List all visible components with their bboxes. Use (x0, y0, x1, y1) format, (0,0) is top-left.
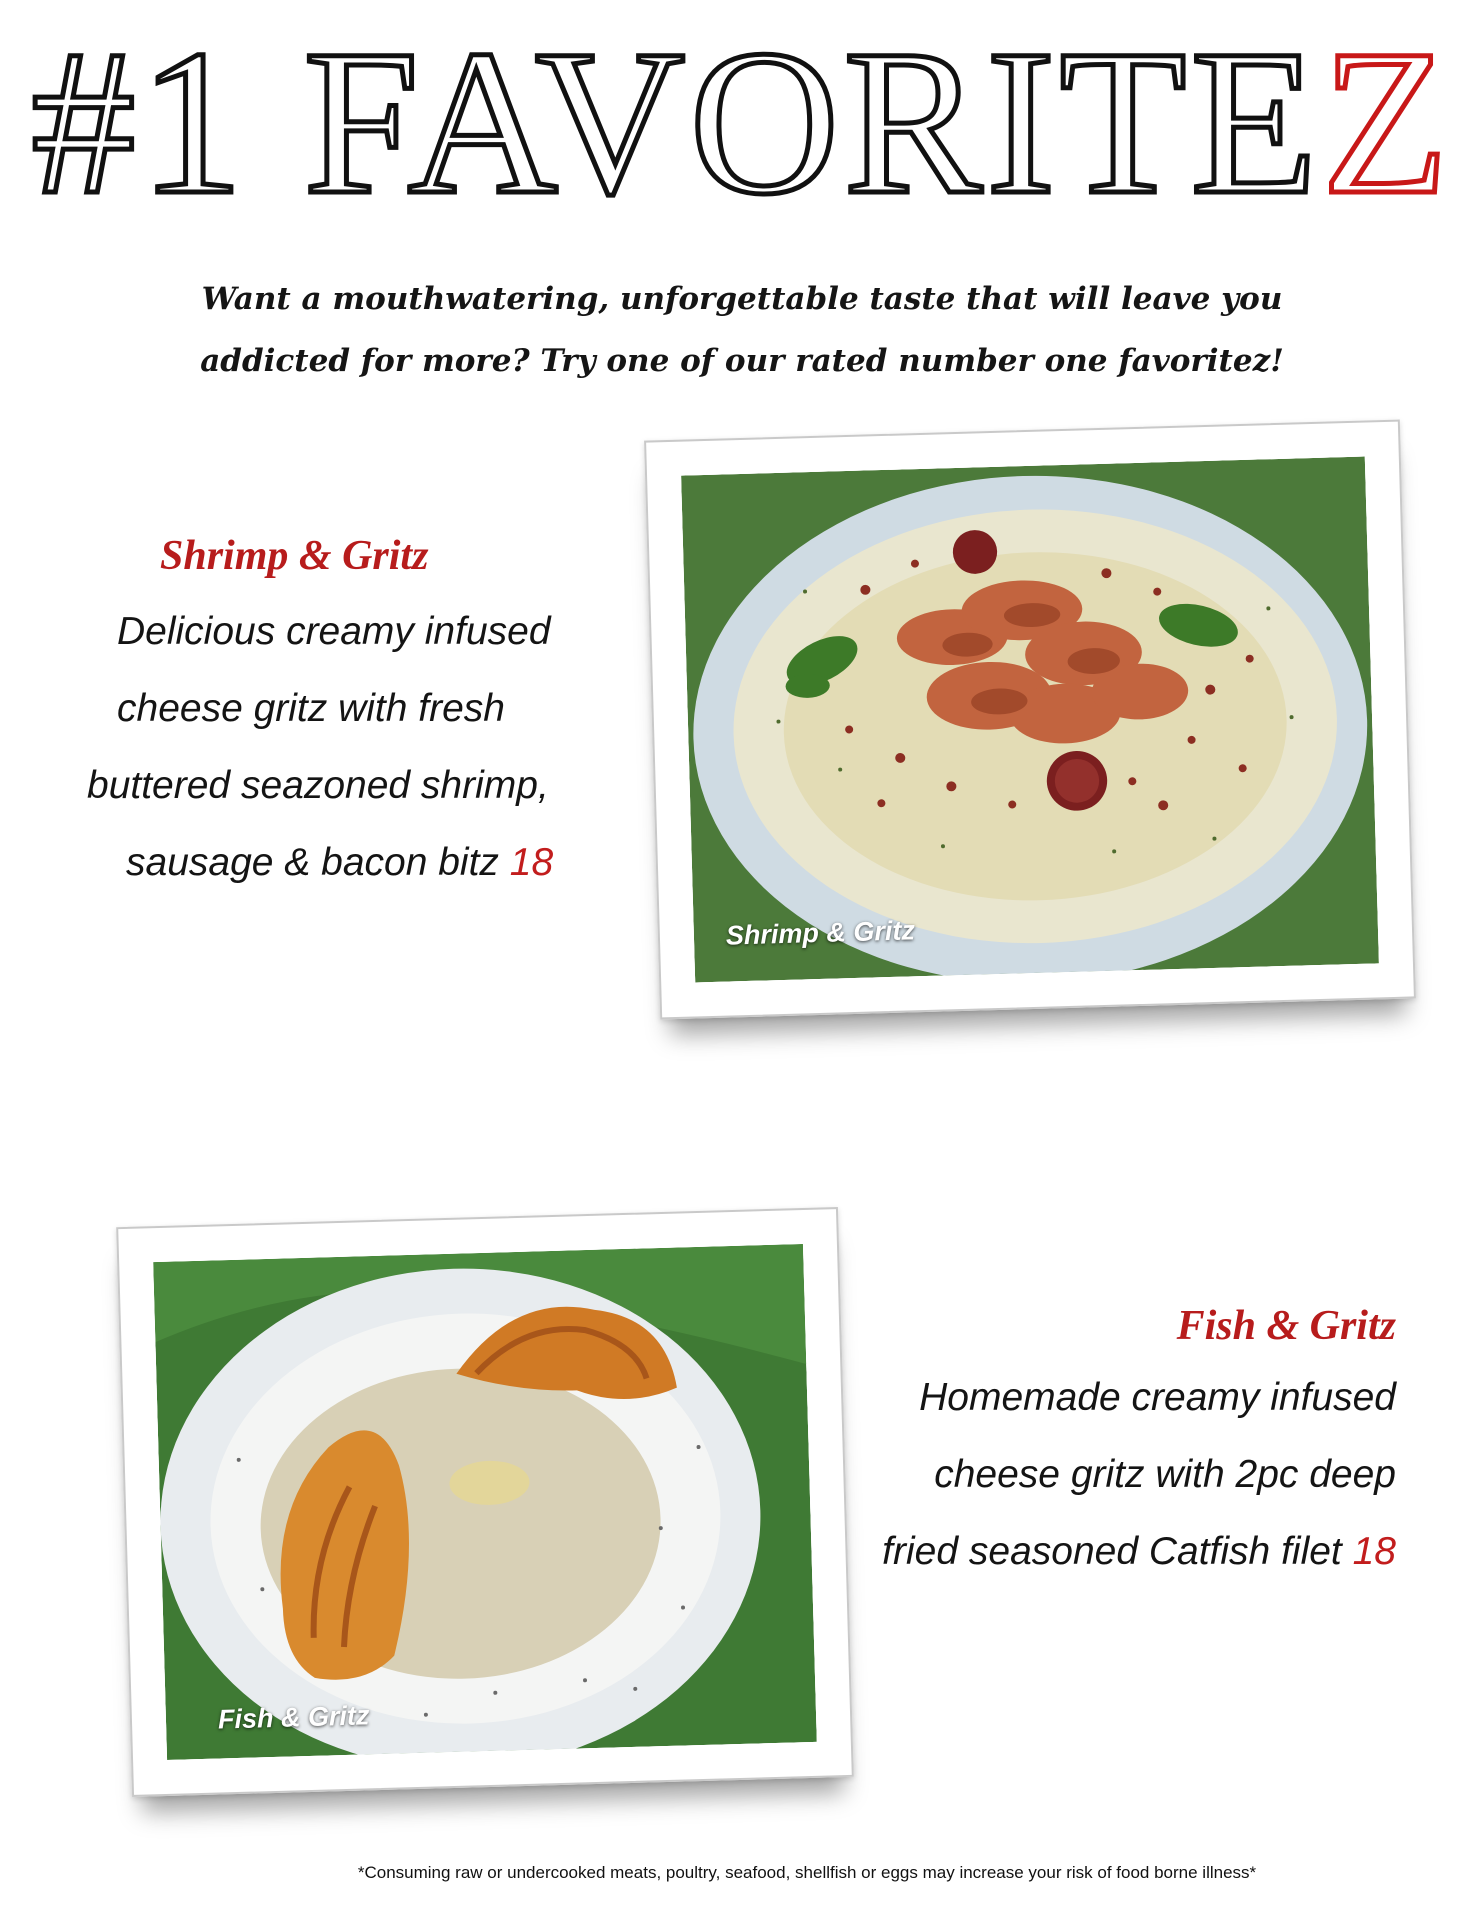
photo-shrimp-gritz (681, 457, 1379, 983)
photo-fish-gritz (153, 1244, 817, 1760)
dish-desc-line: buttered seazoned shrimp, (87, 764, 549, 807)
dish-title-fish-gritz: Fish & Gritz (1176, 1303, 1396, 1349)
dish-desc-line: Delicious creamy infused (117, 610, 551, 653)
photo-caption-fish-gritz: Fish & Gritz (217, 1700, 370, 1735)
page-title (0, 7, 1484, 237)
photo-frame-fish-gritz (116, 1207, 854, 1797)
page-title-main: #1 FAVORITE (31, 7, 1322, 237)
food-safety-disclaimer: *Consuming raw or undercooked meats, poultry, seafood, shellfish or eggs may increase your risk of food borne illness* (357, 1863, 1257, 1882)
photo-caption-shrimp-gritz: Shrimp & Gritz (725, 915, 916, 951)
shrimp-gritz-illustration (681, 457, 1379, 983)
price-fish-gritz: 18 (1352, 1530, 1396, 1573)
photo-frame-shrimp-gritz (644, 420, 1416, 1020)
dish-title-shrimp-gritz: Shrimp & Gritz (160, 533, 429, 579)
page-title-accent-letter: Z (1321, 7, 1453, 237)
dish-desc-line (882, 1530, 1396, 1574)
dish-desc-line (126, 841, 553, 885)
dish-desc-line: cheese gritz with fresh (117, 687, 506, 730)
fish-gritz-illustration (153, 1244, 817, 1760)
dish-desc-line: Homemade creamy infused (919, 1376, 1396, 1419)
dish-desc-text: sausage & bacon bitz (126, 841, 499, 884)
dish-desc-line: cheese gritz with 2pc deep (934, 1453, 1396, 1496)
tagline-line-1: Want a mouthwatering, unforgettable taste that will leave you (201, 281, 1283, 317)
dish-desc-text: fried seasoned Catfish filet (882, 1530, 1342, 1573)
price-shrimp-gritz: 18 (509, 841, 554, 884)
tagline (150, 268, 1334, 392)
tagline-line-2: addicted for more? Try one of our rated number one favoritez! (200, 343, 1284, 379)
